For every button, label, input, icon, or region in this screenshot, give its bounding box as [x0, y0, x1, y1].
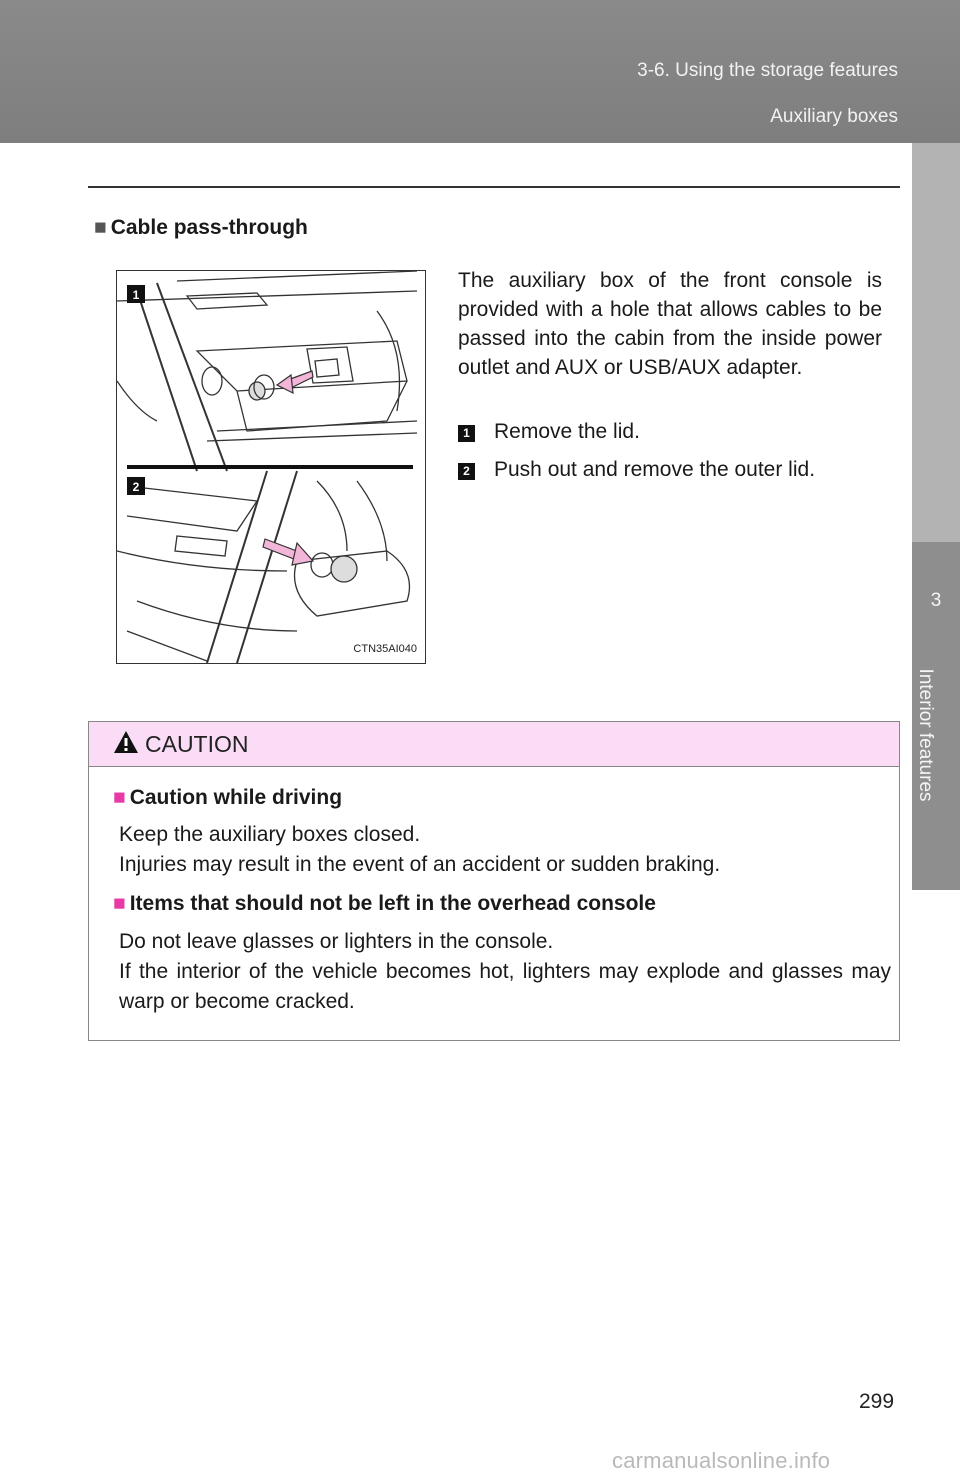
step-2 [458, 458, 815, 482]
step-text: Push out and remove the outer lid. [494, 458, 816, 481]
heading-marker: ■ [94, 216, 107, 239]
caution-body-1 [119, 820, 891, 880]
caution-line: If the interior of the vehicle becomes hot, lighters may explode and glasses may warp or become cracked. [119, 960, 891, 1013]
caution-marker: ■ [113, 786, 126, 809]
watermark: carmanualsonline.info [612, 1448, 831, 1473]
top-divider [88, 186, 900, 188]
caution-line: Injuries may result in the event of an accident or sudden braking. [119, 853, 721, 876]
section-heading [94, 216, 308, 240]
illustration-drawing [117, 271, 425, 663]
caution-line: Keep the auxiliary boxes closed. [119, 823, 421, 846]
caution-body-2 [119, 927, 891, 1017]
step-number: 1 [458, 425, 475, 442]
section-title: Auxiliary boxes [770, 106, 898, 127]
caution-header [89, 722, 899, 767]
side-tab-number: 3 [930, 590, 942, 611]
caution-box [88, 721, 900, 1041]
caution-heading-text: Caution while driving [129, 786, 343, 809]
figure-badge-1-label: 1 [132, 288, 140, 302]
side-tab-label: Interior features [915, 668, 936, 802]
caution-heading-2 [113, 892, 656, 916]
heading-text: Cable pass-through [110, 216, 308, 239]
warning-icon [113, 730, 139, 754]
step-number: 2 [458, 463, 475, 480]
page-number: 299 [859, 1390, 895, 1413]
caution-marker: ■ [113, 892, 126, 915]
step-text: Remove the lid. [494, 420, 640, 443]
page-header [0, 0, 960, 143]
caution-title: CAUTION [145, 731, 249, 757]
chapter-title: 3-6. Using the storage features [637, 60, 898, 81]
caution-heading-1 [113, 786, 342, 810]
caution-line: Do not leave glasses or lighters in the console. [119, 930, 554, 953]
caution-heading-text: Items that should not be left in the overhead console [129, 892, 656, 915]
description-text: The auxiliary box of the front console is provided with a hole that allows cables to be passed into the cabin from the inside power outlet and AUX or USB/AUX adapter. [458, 269, 882, 379]
figure-badge-2-label: 2 [132, 480, 140, 494]
step-1 [458, 420, 640, 444]
figure-code: CTN35AI040 [353, 643, 417, 655]
console-illustration [116, 270, 426, 664]
